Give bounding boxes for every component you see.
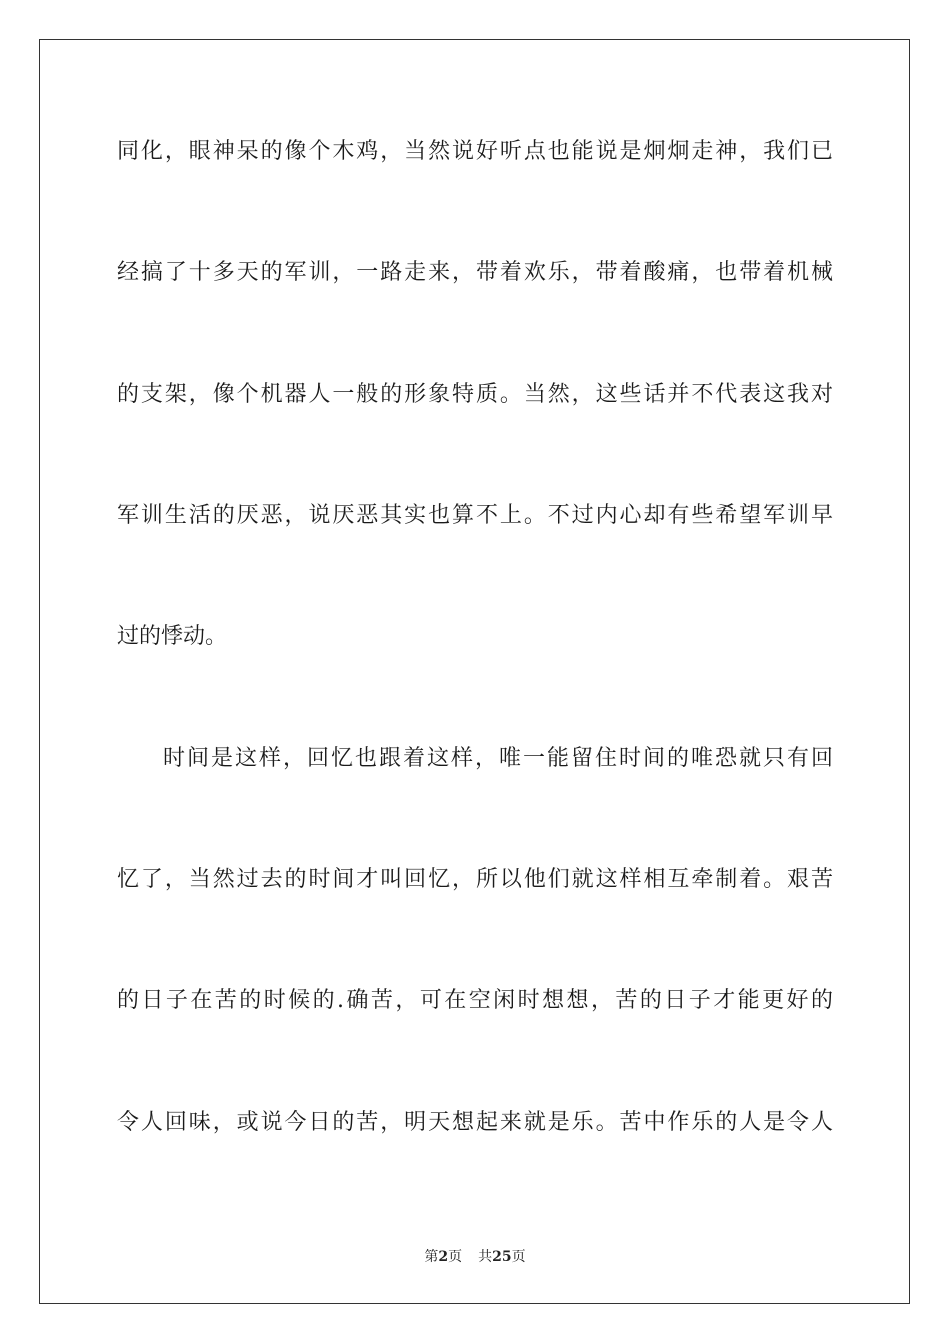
text-line-7: 忆了，当然过去的时间才叫回忆，所以他们就这样相互牵制着。艰苦 [117, 867, 833, 892]
text-line-4: 军训生活的厌恶，说厌恶其实也算不上。不过内心却有些希望军训早 [117, 503, 833, 528]
text-line-6: 时间是这样，回忆也跟着这样，唯一能留住时间的唯恐就只有回 [163, 746, 833, 771]
text-line-8: 的日子在苦的时候的.确苦，可在空闲时想想，苦的日子才能更好的 [117, 988, 833, 1013]
page-number: 2 [438, 1249, 449, 1265]
text-line-2: 经搞了十多天的军训，一路走来，带着欢乐，带着酸痛，也带着机械 [117, 260, 833, 285]
text-line-3: 的支架，像个机器人一般的形象特质。当然，这些话并不代表这我对 [117, 382, 833, 407]
text-line-5: 过的悸动。 [117, 624, 228, 649]
total-pages: 25 [492, 1249, 512, 1265]
total-prefix: 共 [478, 1249, 493, 1265]
page-footer [0, 1248, 950, 1266]
total-suffix: 页 [511, 1249, 526, 1265]
text-line-9: 令人回味，或说今日的苦，明天想起来就是乐。苦中作乐的人是令人 [117, 1110, 833, 1135]
page-prefix: 第 [424, 1249, 439, 1265]
page-suffix: 页 [448, 1249, 463, 1265]
text-line-1: 同化，眼神呆的像个木鸡，当然说好听点也能说是炯炯走神，我们已 [117, 139, 833, 164]
